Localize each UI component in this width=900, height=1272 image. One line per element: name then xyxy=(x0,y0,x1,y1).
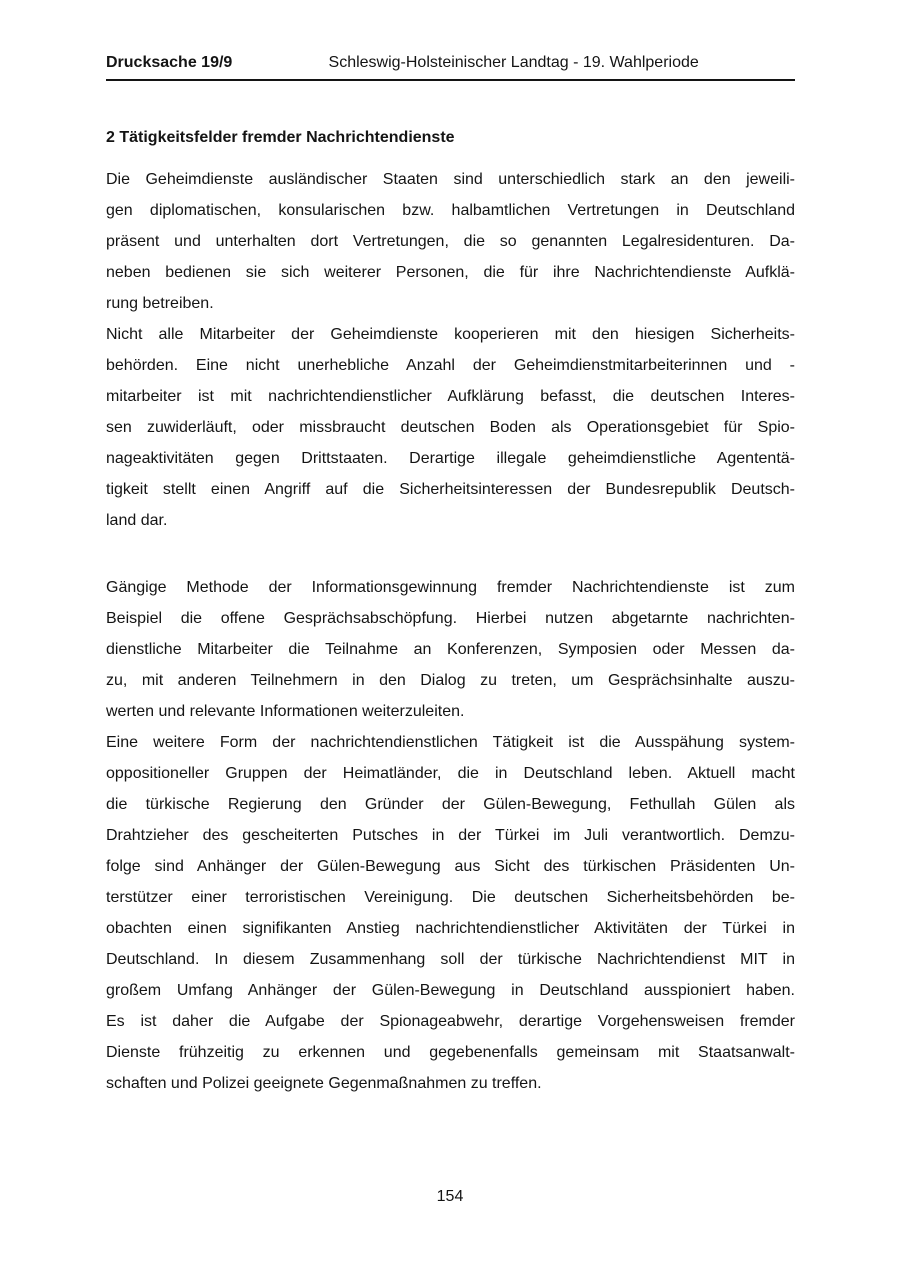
text-line: nageaktivitäten gegen Drittstaaten. Derartige illegale geheimdienstliche Agententä- xyxy=(106,450,795,467)
text-line: gen diplomatischen, konsularischen bzw. halbamtlichen Vertretungen in Deutschland xyxy=(106,202,795,219)
text-line: präsent und unterhalten dort Vertretungen, die so genannten Legalresidenturen. Da- xyxy=(106,233,795,250)
text-line: rung betreiben. xyxy=(106,295,214,312)
text-line: großem Umfang Anhänger der Gülen-Bewegung in Deutschland ausspioniert haben. xyxy=(106,982,795,999)
text-line: werten und relevante Informationen weiterzuleiten. xyxy=(106,703,465,720)
text-line: Eine weitere Form der nachrichtendienstlichen Tätigkeit ist die Ausspähung system- xyxy=(106,734,795,751)
page-header xyxy=(106,54,795,72)
text-line: zu, mit anderen Teilnehmern in den Dialog zu treten, um Gesprächsinhalte auszu- xyxy=(106,672,795,689)
text-line: obachten einen signifikanten Anstieg nachrichtendienstlicher Aktivitäten der Türkei in xyxy=(106,920,795,937)
text-line: mitarbeiter ist mit nachrichtendienstlicher Aufklärung befasst, die deutschen Interes- xyxy=(106,388,795,405)
text-line: schaften und Polizei geeignete Gegenmaßnahmen zu treffen. xyxy=(106,1075,542,1092)
text-line: dienstliche Mitarbeiter die Teilnahme an Konferenzen, Symposien oder Messen da- xyxy=(106,641,795,658)
paragraph xyxy=(106,572,795,727)
section-heading: 2 Tätigkeitsfelder fremder Nachrichtendienste xyxy=(106,129,455,146)
paragraph xyxy=(106,319,795,536)
text-line: land dar. xyxy=(106,512,168,529)
paragraph xyxy=(106,727,795,1099)
text-line: oppositioneller Gruppen der Heimatländer, die in Deutschland leben. Aktuell macht xyxy=(106,765,795,782)
page-footer xyxy=(0,1188,900,1206)
text-line: Beispiel die offene Gesprächsabschöpfung. Hierbei nutzen abgetarnte nachrichten- xyxy=(106,610,795,627)
text-line: sen zuwiderläuft, oder missbraucht deutschen Boden als Operationsgebiet für Spio- xyxy=(106,419,795,436)
page-number: 154 xyxy=(436,1188,464,1205)
doc-number-label: Drucksache 19/9 xyxy=(106,54,233,71)
text-line: Dienste frühzeitig zu erkennen und gegebenenfalls gemeinsam mit Staatsanwalt- xyxy=(106,1044,795,1061)
header-rule xyxy=(106,79,795,81)
text-line: terstützer einer terroristischen Vereinigung. Die deutschen Sicherheitsbehörden be- xyxy=(106,889,795,906)
paragraph xyxy=(106,164,795,319)
text-line: die türkische Regierung den Gründer der Gülen-Bewegung, Fethullah Gülen als xyxy=(106,796,795,813)
text-line: Nicht alle Mitarbeiter der Geheimdienste kooperieren mit den hiesigen Sicherheits- xyxy=(106,326,795,343)
text-line: Drahtzieher des gescheiterten Putsches in der Türkei im Juli verantwortlich. Demzu- xyxy=(106,827,795,844)
text-line: behörden. Eine nicht unerhebliche Anzahl der Geheimdienstmitarbeiterinnen und - xyxy=(106,357,795,374)
text-line: neben bedienen sie sich weiterer Personen, die für ihre Nachrichtendienste Aufklä- xyxy=(106,264,795,281)
text-line: folge sind Anhänger der Gülen-Bewegung aus Sicht des türkischen Präsidenten Un- xyxy=(106,858,795,875)
text-line: Deutschland. In diesem Zusammenhang soll der türkische Nachrichtendienst MIT in xyxy=(106,951,795,968)
doc-title-label: Schleswig-Holsteinischer Landtag - 19. Wahlperiode xyxy=(328,54,699,71)
text-line: tigkeit stellt einen Angriff auf die Sicherheitsinteressen der Bundesrepublik Deutsch- xyxy=(106,481,795,498)
text-line: Gängige Methode der Informationsgewinnung fremder Nachrichtendienste ist zum xyxy=(106,579,795,596)
text-line: Es ist daher die Aufgabe der Spionageabwehr, derartige Vorgehensweisen fremder xyxy=(106,1013,795,1030)
text-line: Die Geheimdienste ausländischer Staaten sind unterschiedlich stark an den jeweili- xyxy=(106,171,795,188)
paragraphs-container xyxy=(106,164,795,1099)
document-body xyxy=(106,128,795,1099)
